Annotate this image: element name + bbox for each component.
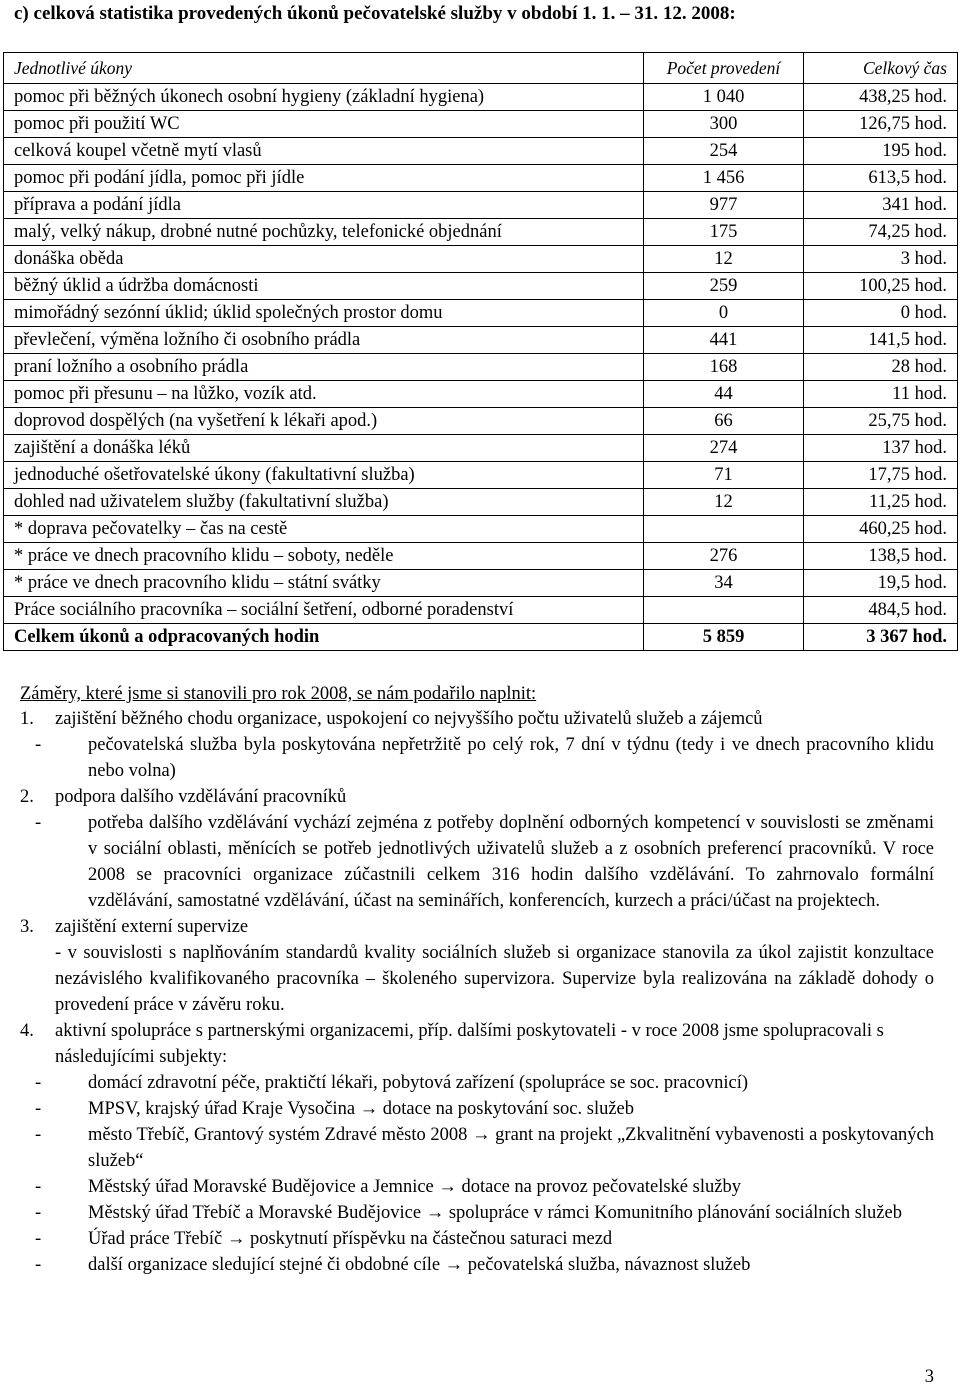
table-row xyxy=(4,516,958,543)
task-name-cell: zajištění a donáška léků xyxy=(4,435,644,462)
goal-sub-text: Úřad práce Třebíč → poskytnutí příspěvku na částečnou saturaci mezd xyxy=(88,1229,613,1249)
table-row xyxy=(4,435,958,462)
goal-sub-item xyxy=(20,1096,934,1122)
time-cell: Celkový čas xyxy=(804,53,958,84)
goal-text: zajištění externí supervize xyxy=(55,917,249,937)
goal-sub-item xyxy=(20,1070,934,1096)
statistics-table xyxy=(3,52,958,651)
table-row xyxy=(4,111,958,138)
count-cell: 259 xyxy=(644,273,804,300)
goal-sub-text: potřeba dalšího vzdělávání vychází zejména z potřeby doplnění odborných kompetencí v souvislosti se změnami v sociální oblasti, měnících se potřeb jednotlivých uživatelů služeb a z osobních preferencí pracovníků. V roce 2008 se pracovníci organizace zúčastnili celkem 316 hodin dalšího vzdělávání. To zahrnovalo formální vzdělávání, samostatné vzdělávání, účast na seminářích, konferencích, kurzech a práci/účast na projektech. xyxy=(88,813,934,911)
goal-sub-text: město Třebíč, Grantový systém Zdravé město 2008 → grant na projekt „Zkvalitnění vybavenosti a poskytovaných služeb“ xyxy=(88,1125,934,1171)
count-cell: 254 xyxy=(644,138,804,165)
dash-bullet: - xyxy=(35,1203,42,1223)
task-name-cell: * doprava pečovatelky – čas na cestě xyxy=(4,516,644,543)
goal-number: 4. xyxy=(20,1021,34,1041)
count-cell: Počet provedení xyxy=(644,53,804,84)
task-name-cell: příprava a podání jídla xyxy=(4,192,644,219)
page-number: 3 xyxy=(924,1367,934,1387)
dash-bullet: - xyxy=(35,735,42,755)
time-cell: 74,25 hod. xyxy=(804,219,958,246)
task-name-cell: Práce sociálního pracovníka – sociální šetření, odborné poradenství xyxy=(4,597,644,624)
task-name-cell: mimořádný sezónní úklid; úklid společných prostor domu xyxy=(4,300,644,327)
time-cell: 3 367 hod. xyxy=(804,624,958,651)
table-row xyxy=(4,354,958,381)
count-cell: 12 xyxy=(644,246,804,273)
time-cell: 11,25 hod. xyxy=(804,489,958,516)
goal-number: 2. xyxy=(20,787,34,807)
task-name-cell: doprovod dospělých (na vyšetření k lékaři apod.) xyxy=(4,408,644,435)
table-row xyxy=(4,138,958,165)
table-row xyxy=(4,489,958,516)
goal-text: aktivní spolupráce s partnerskými organizacemi, příp. dalšími poskytovateli - v roce 2008 jsme spolupracovali s následujícími subjekty: xyxy=(55,1021,884,1067)
count-cell: 977 xyxy=(644,192,804,219)
goal-item xyxy=(20,706,934,784)
table-total-row xyxy=(4,624,958,651)
table-row xyxy=(4,192,958,219)
task-name-cell: celková koupel včetně mytí vlasů xyxy=(4,138,644,165)
goal-sub-text: Městský úřad Třebíč a Moravské Budějovice → spolupráce v rámci Komunitního plánování sociálních služeb xyxy=(88,1203,902,1223)
count-cell: 44 xyxy=(644,381,804,408)
time-cell: 460,25 hod. xyxy=(804,516,958,543)
count-cell: 276 xyxy=(644,543,804,570)
task-name-cell: pomoc při běžných úkonech osobní hygieny (základní hygiena) xyxy=(4,84,644,111)
goal-item xyxy=(20,1018,934,1278)
time-cell: 137 hod. xyxy=(804,435,958,462)
time-cell: 100,25 hod. xyxy=(804,273,958,300)
goal-number: 3. xyxy=(20,917,34,937)
goal-sub-text: další organizace sledující stejné či obdobné cíle → pečovatelská služba, návaznost služeb xyxy=(88,1255,751,1275)
dash-bullet: - xyxy=(35,1177,42,1197)
time-cell: 25,75 hod. xyxy=(804,408,958,435)
task-name-cell: * práce ve dnech pracovního klidu – soboty, neděle xyxy=(4,543,644,570)
goal-number: 1. xyxy=(20,709,34,729)
goal-sub-item xyxy=(20,1226,934,1252)
goal-sub-item xyxy=(20,1174,934,1200)
dash-bullet: - xyxy=(35,1125,42,1145)
dash-bullet: - xyxy=(35,1099,42,1119)
task-name-cell: jednoduché ošetřovatelské úkony (fakultativní služba) xyxy=(4,462,644,489)
table-row xyxy=(4,543,958,570)
table-row xyxy=(4,273,958,300)
table-row xyxy=(4,381,958,408)
count-cell xyxy=(644,597,804,624)
count-cell: 12 xyxy=(644,489,804,516)
time-cell: 17,75 hod. xyxy=(804,462,958,489)
table-row xyxy=(4,165,958,192)
goal-sub-item xyxy=(20,810,934,914)
goal-sub-item xyxy=(20,732,934,784)
count-cell xyxy=(644,516,804,543)
count-cell: 1 456 xyxy=(644,165,804,192)
count-cell: 5 859 xyxy=(644,624,804,651)
time-cell: 438,25 hod. xyxy=(804,84,958,111)
task-name-cell: * práce ve dnech pracovního klidu – státní svátky xyxy=(4,570,644,597)
time-cell: 11 hod. xyxy=(804,381,958,408)
table-row xyxy=(4,84,958,111)
count-cell: 441 xyxy=(644,327,804,354)
task-name-cell: malý, velký nákup, drobné nutné pochůzky, telefonické objednání xyxy=(4,219,644,246)
count-cell: 1 040 xyxy=(644,84,804,111)
table-row xyxy=(4,219,958,246)
task-name-cell: pomoc při použití WC xyxy=(4,111,644,138)
task-name-cell: pomoc při podání jídla, pomoc při jídle xyxy=(4,165,644,192)
dash-bullet: - xyxy=(35,1255,42,1275)
count-cell: 300 xyxy=(644,111,804,138)
task-name-cell: Jednotlivé úkony xyxy=(4,53,644,84)
goal-paragraph: - v souvislosti s naplňováním standardů kvality sociálních služeb si organizace stanovila za úkol zajistit konzultace nezávislého kvalifikovaného pracovníka – školeného supervizora. Supervize byla realizována na základě dohody o provedení práce v závěru roku. xyxy=(55,943,934,1015)
task-name-cell: dohled nad uživatelem služby (fakultativní služba) xyxy=(4,489,644,516)
table-row xyxy=(4,462,958,489)
table-row xyxy=(4,300,958,327)
goal-item xyxy=(20,784,934,914)
task-name-cell: Celkem úkonů a odpracovaných hodin xyxy=(4,624,644,651)
task-name-cell: pomoc při přesunu – na lůžko, vozík atd. xyxy=(4,381,644,408)
table-row xyxy=(4,327,958,354)
table-row xyxy=(4,408,958,435)
table-row xyxy=(4,570,958,597)
task-name-cell: donáška oběda xyxy=(4,246,644,273)
dash-bullet: - xyxy=(35,1229,42,1249)
goal-text: podpora dalšího vzdělávání pracovníků xyxy=(55,787,347,807)
time-cell: 484,5 hod. xyxy=(804,597,958,624)
time-cell: 3 hod. xyxy=(804,246,958,273)
goal-sub-item xyxy=(20,1122,934,1174)
goal-item xyxy=(20,914,934,1018)
count-cell: 66 xyxy=(644,408,804,435)
time-cell: 341 hod. xyxy=(804,192,958,219)
goal-sub-item xyxy=(20,1252,934,1278)
goal-sub-text: domácí zdravotní péče, praktičtí lékaři, pobytová zařízení (spolupráce se soc. pracovnicí) xyxy=(88,1073,749,1093)
time-cell: 195 hod. xyxy=(804,138,958,165)
count-cell: 168 xyxy=(644,354,804,381)
count-cell: 34 xyxy=(644,570,804,597)
count-cell: 0 xyxy=(644,300,804,327)
time-cell: 19,5 hod. xyxy=(804,570,958,597)
goal-sub-text: MPSV, krajský úřad Kraje Vysočina → dotace na poskytování soc. služeb xyxy=(88,1099,635,1119)
goal-sub-text: pečovatelská služba byla poskytována nepřetržitě po celý rok, 7 dní v týdnu (tedy i ve dnech pracovního klidu nebo volna) xyxy=(88,735,934,781)
section-heading: c) celková statistika provedených úkonů pečovatelské služby v období 1. 1. – 31. 12. 2008: xyxy=(14,3,736,24)
time-cell: 0 hod. xyxy=(804,300,958,327)
table-header-row xyxy=(4,53,958,84)
goal-sub-item xyxy=(20,1200,934,1226)
dash-bullet: - xyxy=(35,1073,42,1093)
goal-sub-text: Městský úřad Moravské Budějovice a Jemnice → dotace na provoz pečovatelské služby xyxy=(88,1177,741,1197)
task-name-cell: převlečení, výměna ložního či osobního prádla xyxy=(4,327,644,354)
table-row xyxy=(4,597,958,624)
time-cell: 613,5 hod. xyxy=(804,165,958,192)
task-name-cell: praní ložního a osobního prádla xyxy=(4,354,644,381)
count-cell: 175 xyxy=(644,219,804,246)
task-name-cell: běžný úklid a údržba domácnosti xyxy=(4,273,644,300)
goals-title: Záměry, které jsme si stanovili pro rok 2008, se nám podařilo naplnit: xyxy=(20,684,537,704)
time-cell: 126,75 hod. xyxy=(804,111,958,138)
count-cell: 71 xyxy=(644,462,804,489)
time-cell: 28 hod. xyxy=(804,354,958,381)
count-cell: 274 xyxy=(644,435,804,462)
time-cell: 141,5 hod. xyxy=(804,327,958,354)
time-cell: 138,5 hod. xyxy=(804,543,958,570)
table-row xyxy=(4,246,958,273)
dash-bullet: - xyxy=(35,813,42,833)
goals-list xyxy=(20,706,934,1278)
goal-text: zajištění běžného chodu organizace, uspokojení co nejvyššího počtu uživatelů služeb a zájemců xyxy=(55,709,763,729)
